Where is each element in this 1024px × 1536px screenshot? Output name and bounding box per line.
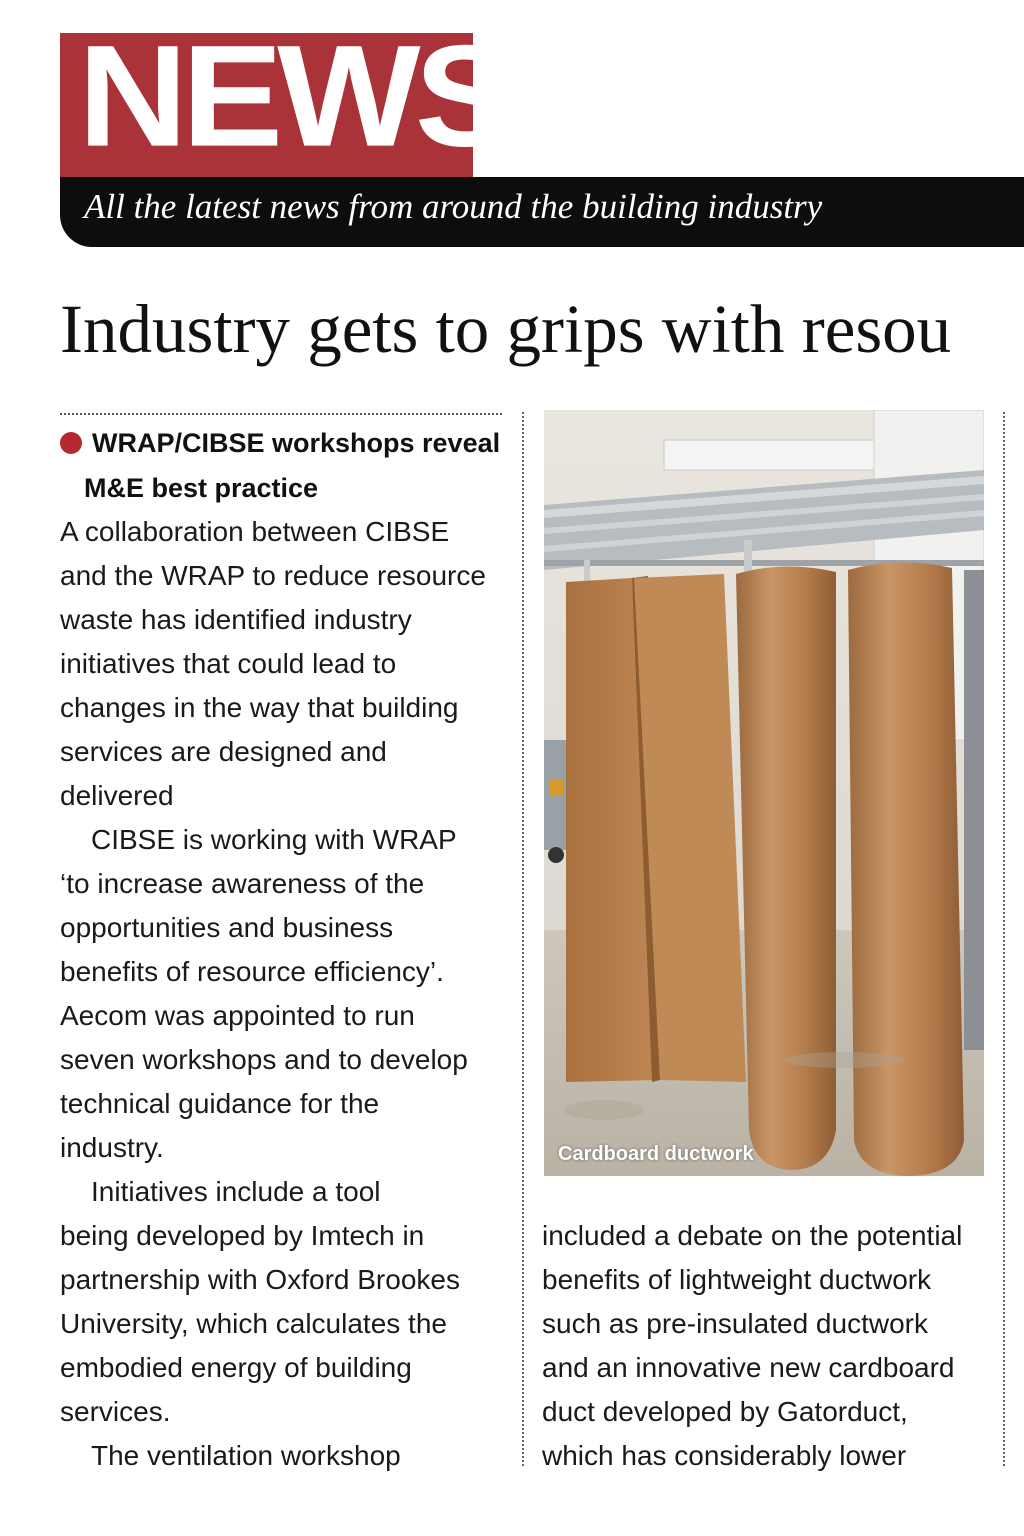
- text-line: CIBSE is working with WRAP: [91, 824, 457, 855]
- text-line: services are designed and: [60, 736, 387, 767]
- section-title: NEWS: [78, 15, 510, 177]
- left-column-text: [60, 510, 520, 1478]
- text-line: University, which calculates the: [60, 1308, 447, 1339]
- text-line: initiatives that could lead to: [60, 648, 397, 679]
- tagline: All the latest news from around the building industry: [84, 187, 823, 226]
- text-line: The ventilation workshop: [91, 1440, 401, 1471]
- photo-caption: Cardboard ductwork: [558, 1143, 754, 1165]
- text-line: ‘to increase awareness of the: [60, 868, 425, 899]
- text-line: duct developed by Gatorduct,: [542, 1396, 908, 1427]
- text-line: benefits of lightweight ductwork: [542, 1264, 932, 1295]
- text-line: included a debate on the potential: [542, 1220, 963, 1251]
- right-column-text: [542, 1214, 1002, 1478]
- tagline-bar: [60, 177, 1024, 247]
- text-line: which has considerably lower: [542, 1440, 907, 1471]
- article-subhead: [60, 421, 520, 511]
- text-line: opportunities and business: [60, 912, 394, 943]
- text-line: delivered: [60, 780, 174, 811]
- text-line: industry.: [60, 1132, 164, 1163]
- text-line: changes in the way that building: [60, 692, 459, 723]
- text-line: and the WRAP to reduce resource: [60, 560, 486, 591]
- text-line: A collaboration between CIBSE: [60, 516, 450, 547]
- text-line: embodied energy of building: [60, 1352, 412, 1383]
- cardboard-ductwork-photo: [544, 410, 984, 1176]
- text-line: such as pre-insulated ductwork: [542, 1308, 928, 1339]
- text-line: technical guidance for the: [60, 1088, 380, 1119]
- text-line: partnership with Oxford Brookes: [60, 1264, 460, 1295]
- text-line: and an innovative new cardboard: [542, 1352, 955, 1383]
- text-line: services.: [60, 1396, 171, 1427]
- text-line: Initiatives include a tool: [91, 1176, 381, 1207]
- subhead-line: M&E best practice: [84, 473, 319, 503]
- text-line: benefits of resource efficiency’.: [60, 956, 444, 987]
- photo-illustration: [544, 410, 984, 1176]
- text-line: waste has identified industry: [60, 604, 412, 635]
- text-line: Aecom was appointed to run: [60, 1000, 415, 1031]
- subhead-line: WRAP/CIBSE workshops reveal: [92, 428, 501, 458]
- article-headline: Industry gets to grips with resou: [60, 292, 952, 367]
- text-line: seven workshops and to develop: [60, 1044, 468, 1075]
- column-divider: [1003, 412, 1005, 1466]
- column-divider: [522, 412, 524, 1466]
- text-line: being developed by Imtech in: [60, 1220, 425, 1251]
- dotted-rule: [60, 413, 502, 415]
